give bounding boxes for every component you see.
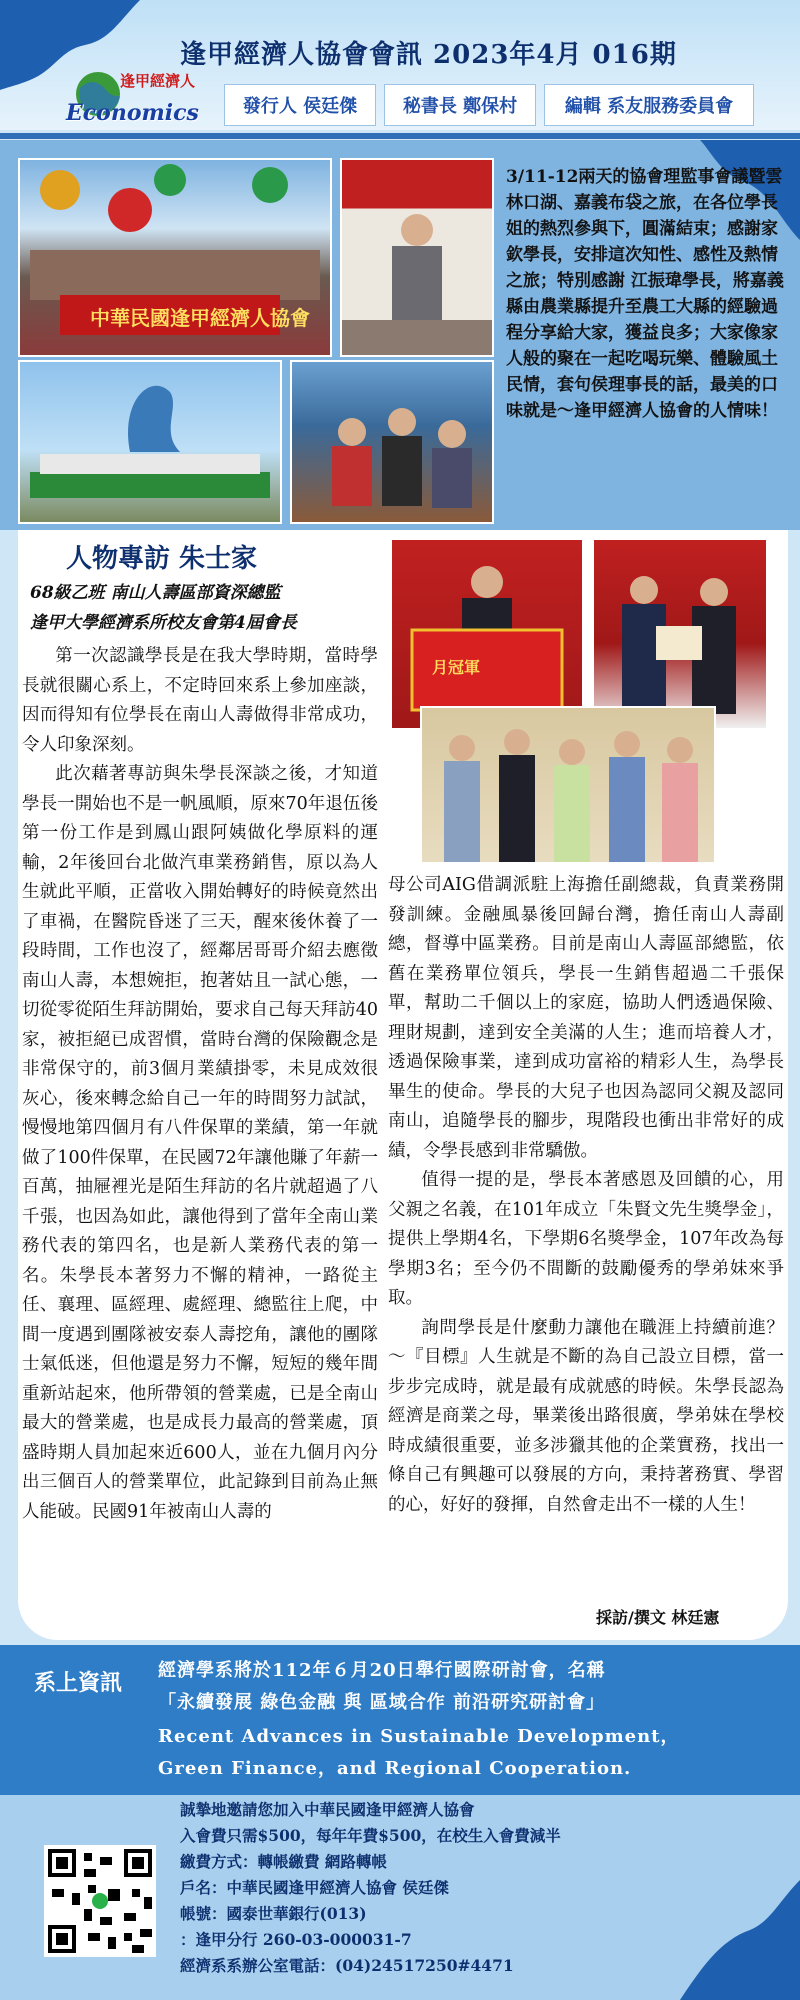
news-line-3: Recent Advances in Sustainable Development， bbox=[158, 1726, 680, 1747]
join-line-7: 經濟系系辦公室電話：(04)24517250#4471 bbox=[180, 1956, 514, 1975]
qr-code[interactable] bbox=[44, 1845, 156, 1957]
article-paragraph: 詢問學長是什麼動力讓他在職涯上持續前進？～『目標』人生就是不斷的為自己設立目標，當一步步完成時，就是最有成就感的時候。朱學長認為經濟是商業之母，畢業後出路很廣，學弟妹在學校時成績很重要，並多涉獵其他的企業實務，找出一條自己有興趣可以發展的方向，秉持著務實、學習的心，好好的發揮，自然會走出不一樣的人生！ bbox=[388, 1317, 784, 1515]
join-line-5: 帳號：國泰世華銀行(013) bbox=[180, 1904, 367, 1923]
header-divider bbox=[0, 133, 800, 139]
family-illustration bbox=[422, 708, 714, 862]
news-line-4: Green Finance，and Regional Cooperation. bbox=[158, 1758, 632, 1779]
group-photo bbox=[18, 158, 332, 357]
dining-photo bbox=[290, 360, 494, 524]
logo-english: Economics bbox=[66, 100, 199, 126]
certificate-photo bbox=[592, 538, 768, 730]
article-paragraph: 第一次認識學長是在我大學時期，當時學長就很關心系上，不定時回來系上參加座談，因而得知有位學長在南山人壽做得非常成功，令人印象深刻。 bbox=[22, 646, 378, 755]
article-paragraph: 此次藉著專訪與朱學長深談之後，才知道學長一開始也不是一帆風順，原來70年退伍後第一份工作是到鳳山跟阿姨做化學原料的運輸，2年後回台北做汽車業務銷售，原以為人生就此平順，正當收入開始轉好的時候竟然出了車禍，在醫院昏迷了三天，醒來後休養了一段時間，工作也沒了，經鄰居哥哥介紹去應徵南山人壽，本想婉拒，抱著姑且一試心態，一切從零從陌生拜訪開始，要求自己每天拜訪40家，被拒絕已成習慣，當時台灣的保險觀念是非常保守的，前3個月業績掛零，未見成效很灰心，後來轉念給自己一年的時間努力試試，慢慢地第四個月有八件保單的業績，第一年就做了100件保單，在民國72年讓他賺了年薪一百萬，抽屜裡光是陌生拜訪的名片就超過了八千張，也因為如此，讓他得到了當年全南山業務代表的第四名，也是新人業務代表的第一名。朱學長本著努力不懈的精神，一路從主任、襄理、區經理、處經理、總監往上爬，中間一度遇到團隊被安泰人壽挖角，讓他的團隊士氣低迷，但他還是努力不懈，短短的幾年間重新站起來，他所帶領的營業處，已是全南山最大的營業處，也是成長力最高的營業處，頂盛時期人員加起來近600人，並在九個月內分出三個百人的營業單位，此記錄到目前為止無人能破。民國91年被南山人壽的 bbox=[22, 764, 378, 1522]
article-byline: 採訪/撰文 林廷憲 bbox=[596, 1608, 720, 1627]
award-photo bbox=[390, 538, 584, 730]
join-line-4: 戶名：中華民國逢甲經濟人協會 侯廷傑 bbox=[180, 1878, 449, 1897]
speaker-illustration bbox=[342, 160, 492, 355]
newsletter-title: 逢甲經濟人協會會訊 2023年4月 016期 bbox=[180, 40, 677, 70]
publisher-box: 發行人 侯廷傑 bbox=[224, 84, 376, 126]
join-line-6: ：逢甲分行 260-03-000031-7 bbox=[180, 1930, 412, 1949]
join-line-3: 繳費方式：轉帳繳費 網路轉帳 bbox=[180, 1852, 387, 1871]
logo-chinese: 逢甲經濟人 bbox=[120, 72, 196, 90]
secretary-box: 秘書長 鄭保村 bbox=[384, 84, 536, 126]
article-right-column bbox=[388, 871, 784, 1520]
group-banner-text: 中華民國逢甲經濟人協會 bbox=[90, 306, 310, 330]
pennant-text: 月冠軍 bbox=[432, 658, 481, 677]
speaker-photo bbox=[340, 158, 494, 357]
article-subtitle-1: 68級乙班 南山人壽區部資深總監 bbox=[30, 583, 281, 603]
article-paragraph: 母公司AIG借調派駐上海擔任副總裁，負責業務開發訓練。金融風暴後回歸台灣，擔任南山人壽副總，督導中區業務。目前是南山人壽區部總監，依舊在業務單位領兵，學長一生銷售超過二千張保單，幫助二千個以上的家庭，協助人們透過保險、理財規劃，達到安全美滿的人生；進而培養人才，透過保險事業，達到成功富裕的精彩人生，為學長畢生的使命。學長的大兒子也因為認同父親及認同南山，追隨學長的腳步，現階段也衝出非常好的成績，令學長感到非常驕傲。 bbox=[388, 875, 784, 1161]
award-illustration bbox=[392, 540, 582, 728]
wave-decoration-bottom bbox=[660, 1880, 800, 2000]
event-summary-text: 3/11-12兩天的協會理監事會議暨雲林口湖、嘉義布袋之旅，在各位學長姐的熱烈參與下，圓滿結束；感謝家欽學長，安排這次知性、感性及熱情之旅；特別感謝 江振瑋學長，將嘉義縣由農業縣提升至農工大縣的經驗過程分享給大家，獲益良多；大家像家人般的聚在一起吃喝玩樂、體驗風土民情，套句侯理事長的話，最美的口味就是～逢甲經濟人協會的人情味！ bbox=[506, 167, 784, 421]
certificate-illustration bbox=[594, 540, 766, 728]
article-paragraph: 值得一提的是，學長本著感恩及回饋的心，用父親之名義，在101年成立「朱賢文先生獎學金」，提供上學期4名，下學期6名獎學金，107年改為每學期3名；至今仍不間斷的鼓勵優秀的學弟妹來爭取。 bbox=[388, 1170, 784, 1308]
dining-illustration bbox=[292, 362, 492, 522]
tour-illustration bbox=[20, 362, 280, 522]
family-photo bbox=[420, 706, 716, 864]
editor-box: 編輯 系友服務委員會 bbox=[544, 84, 754, 126]
news-line-1: 經濟學系將於112年６月20日舉行國際研討會，名稱 bbox=[158, 1660, 606, 1681]
tour-photo bbox=[18, 360, 282, 524]
join-line-1: 誠摯地邀請您加入中華民國逢甲經濟人協會 bbox=[180, 1800, 475, 1819]
department-news-label: 系上資訊 bbox=[34, 1670, 123, 1696]
article-title: 人物專訪 朱士家 bbox=[66, 544, 258, 574]
article-left-column bbox=[22, 642, 378, 1527]
news-line-2: 「永續發展 綠色金融 與 區域合作 前沿研究研討會」 bbox=[158, 1692, 606, 1713]
qr-code-icon bbox=[44, 1845, 156, 1957]
join-line-2: 入會費只需$500，每年年費$500，在校生入會費減半 bbox=[180, 1826, 561, 1845]
article-subtitle-2: 逢甲大學經濟系所校友會第4屆會長 bbox=[30, 613, 297, 633]
